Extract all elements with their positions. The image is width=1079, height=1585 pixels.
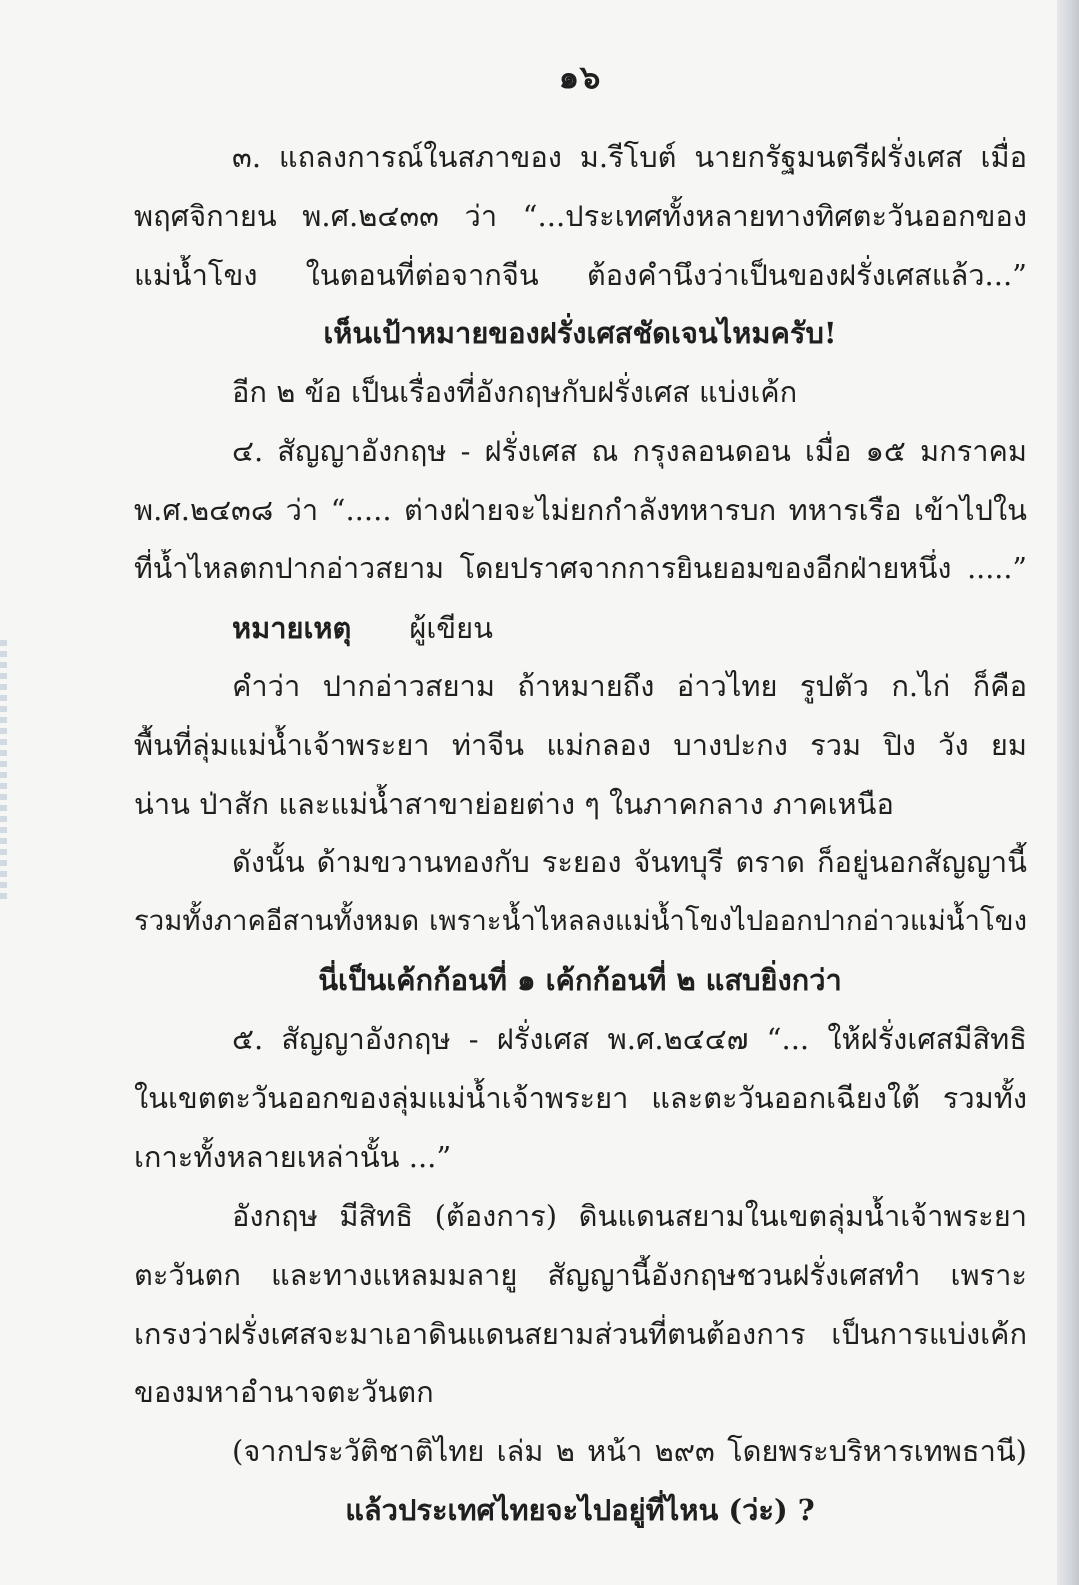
text-line-12: น่าน ป่าสัก และแม่น้ำสาขาย่อยต่าง ๆ ในภาคกลาง ภาคเหนือ [134,787,894,821]
text-line-3: แม่น้ำโขง ในตอนที่ต่อจากจีน ต้องคำนึงว่าเป็นของฝรั่งเศสแล้ว...” [134,258,1027,292]
note-label: หมายเหตุ [232,611,352,645]
text-line-16: ๕. สัญญาอังกฤษ - ฝรั่งเศส พ.ศ.๒๔๔๗ “... ให้ฝรั่งเศสมีสิทธิ [232,1022,1027,1056]
emphasis-heading-1: เห็นเป้าหมายของฝรั่งเศสชัดเจนไหมครับ! [323,316,837,350]
page-number: ๑๖ [558,58,602,96]
text-line-1: ๓. แถลงการณ์ในสภาของ ม.รีโบต์ นายกรัฐมนตรีฝรั่งเศส เมื่อ [232,140,1027,174]
text-line-20: ตะวันตก และทางแหลมมลายู สัญญานี้อังกฤษชวนฝรั่งเศสทำ เพราะ [134,1258,1027,1292]
text-line-8: ที่น้ำไหลตกปากอ่าวสยาม โดยปราศจากการยินยอมของอีกฝ่ายหนึ่ง .....” [134,552,1027,585]
closing-question: แล้วประเทศไทยจะไปอยู่ที่ไหน (ว่ะ) ? [345,1493,815,1527]
page-edge [1057,0,1079,1585]
emphasis-heading-2: นี่เป็นเค้กก้อนที่ ๑ เค้กก้อนที่ ๒ แสบยิ่งกว่า [318,963,842,997]
text-line-22: ของมหาอำนาจตะวันตก [134,1375,434,1409]
text-line-14: รวมทั้งภาคอีสานทั้งหมด เพราะน้ำไหลลงแม่น้ำโขงไปออกปากอ่าวแม่น้ำโขง [134,905,1027,937]
source-citation: (จากประวัติชาติไทย เล่ม ๒ หน้า ๒๙๓ โดยพระบริหารเทพธานี) [232,1434,1027,1468]
gutter-mark [0,640,7,900]
text-line-18: เกาะทั้งหลายเหล่านั้น ...” [134,1140,452,1174]
text-line-10: คำว่า ปากอ่าวสยาม ถ้าหมายถึง อ่าวไทย รูปตัว ก.ไก่ ก็คือ [232,669,1027,703]
text-line-19: อังกฤษ มีสิทธิ (ต้องการ) ดินแดนสยามในเขตลุ่มน้ำเจ้าพระยา [232,1199,1027,1233]
text-line-11: พื้นที่ลุ่มแม่น้ำเจ้าพระยา ท่าจีน แม่กลอง บางปะกง รวม ปิง วัง ยม [134,728,1027,762]
text-line-6: ๔. สัญญาอังกฤษ - ฝรั่งเศส ณ กรุงลอนดอน เมื่อ ๑๕ มกราคม [232,434,1027,468]
text-line-21: เกรงว่าฝรั่งเศสจะมาเอาดินแดนสยามส่วนที่ตนต้องการ เป็นการแบ่งเค้ก [134,1317,1027,1351]
text-line-17: ในเขตตะวันออกของลุ่มแม่น้ำเจ้าพระยา และตะวันออกเฉียงใต้ รวมทั้ง [134,1081,1027,1115]
text-line-2: พฤศจิกายน พ.ศ.๒๔๓๓ ว่า “...ประเทศทั้งหลายทางทิศตะวันออกของ [134,199,1027,233]
text-line-5: อีก ๒ ข้อ เป็นเรื่องที่อังกฤษกับฝรั่งเศส แบ่งเค้ก [232,375,798,409]
text-line-7: พ.ศ.๒๔๓๘ ว่า “..... ต่างฝ่ายจะไม่ยกกำลังทหารบก ทหารเรือ เข้าไปใน [134,493,1027,527]
note-author: ผู้เขียน [409,611,493,645]
text-line-13: ดังนั้น ด้ามขวานทองกับ ระยอง จันทบุรี ตราด ก็อยู่นอกสัญญานี้ [232,845,1027,879]
note-line [232,608,493,648]
